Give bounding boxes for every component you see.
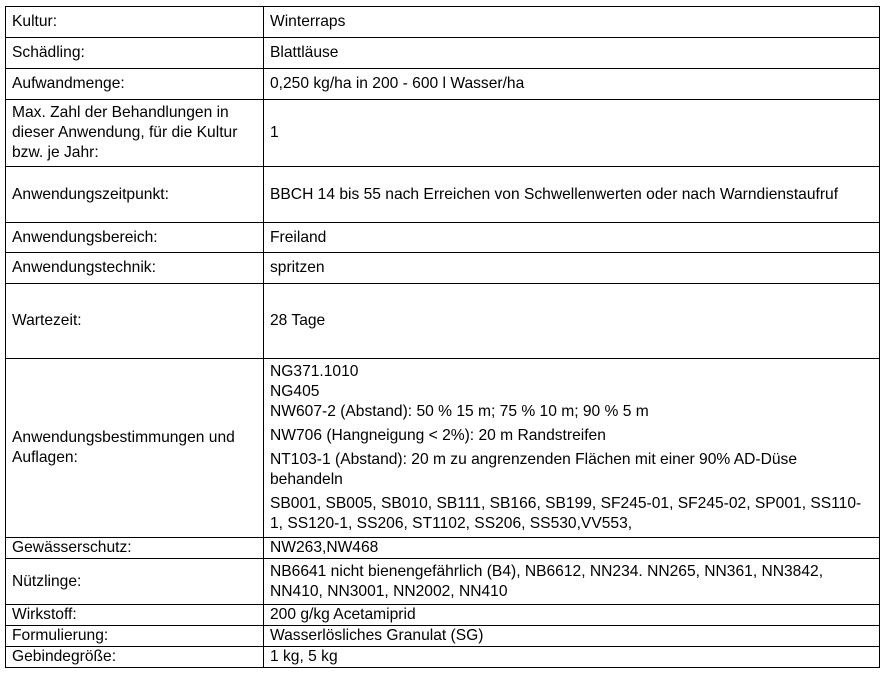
row-value-gebindegroesse: 1 kg, 5 kg: [264, 647, 880, 668]
row-label-anwendungszeitpunkt: Anwendungszeitpunkt:: [6, 167, 264, 223]
table-row: [6, 605, 880, 626]
row-label-schaedling: Schädling:: [6, 38, 264, 69]
table-row: [6, 100, 880, 167]
row-label-kultur: Kultur:: [6, 7, 264, 38]
table-row: [6, 253, 880, 284]
auflage-line: NT103-1 (Abstand): 20 m zu angrenzenden Flächen mit einer 90% AD-Düse behandeln: [270, 451, 797, 488]
row-value-kultur: Winterraps: [264, 7, 880, 38]
row-value-anwendungstechnik: spritzen: [264, 253, 880, 284]
table-row: [6, 69, 880, 100]
row-label-wartezeit: Wartezeit:: [6, 284, 264, 359]
row-label-anwendungsbereich: Anwendungsbereich:: [6, 223, 264, 253]
row-label-formulierung: Formulierung:: [6, 626, 264, 647]
table-row: [6, 284, 880, 359]
row-value-anwendungszeitpunkt: BBCH 14 bis 55 nach Erreichen von Schwellenwerten oder nach Warndienstaufruf: [264, 167, 880, 223]
row-label-gebindegroesse: Gebindegröße:: [6, 647, 264, 668]
row-label-anwendungstechnik: Anwendungstechnik:: [6, 253, 264, 284]
table-row: [6, 7, 880, 38]
auflage-line: NG371.1010: [270, 363, 359, 380]
table-row: [6, 647, 880, 668]
table-row: [6, 538, 880, 559]
row-label-wirkstoff: Wirkstoff:: [6, 605, 264, 626]
row-value-anwendungsbestimmungen: [264, 359, 880, 538]
table-row: [6, 223, 880, 253]
auflage-line: SB001, SB005, SB010, SB111, SB166, SB199, SF245-01, SF245-02, SP001, SS110-1, SS120-1, SS206, ST1102, SS206, SS530,VV553,: [270, 495, 862, 532]
row-label-max-behandlungen: Max. Zahl der Behandlungen in dieser Anwendung, für die Kultur bzw. je Jahr:: [6, 100, 264, 167]
table-row: [6, 167, 880, 223]
row-label-anwendungsbestimmungen: Anwendungsbestimmungen und Auflagen:: [6, 359, 264, 538]
auflage-line: NW607-2 (Abstand): 50 % 15 m; 75 % 10 m; 90 % 5 m: [270, 403, 649, 420]
product-spec-table: [5, 6, 880, 668]
row-value-nuetzlinge: NB6641 nicht bienengefährlich (B4), NB6612, NN234. NN265, NN361, NN3842, NN410, NN3001, NN2002, NN410: [264, 559, 880, 605]
row-label-aufwandmenge: Aufwandmenge:: [6, 69, 264, 100]
table-row: [6, 38, 880, 69]
row-value-schaedling: Blattläuse: [264, 38, 880, 69]
table-row: [6, 359, 880, 538]
row-value-wartezeit: 28 Tage: [264, 284, 880, 359]
row-value-wirkstoff: 200 g/kg Acetamiprid: [264, 605, 880, 626]
row-value-aufwandmenge: 0,250 kg/ha in 200 - 600 l Wasser/ha: [264, 69, 880, 100]
table-row: [6, 559, 880, 605]
row-value-max-behandlungen: 1: [264, 100, 880, 167]
row-value-gewaesserschutz: NW263,NW468: [264, 538, 880, 559]
table-row: [6, 626, 880, 647]
auflage-line: NW706 (Hangneigung < 2%): 20 m Randstreifen: [270, 427, 606, 444]
auflage-line: NG405: [270, 383, 320, 400]
row-label-gewaesserschutz: Gewässerschutz:: [6, 538, 264, 559]
row-label-nuetzlinge: Nützlinge:: [6, 559, 264, 605]
row-value-formulierung: Wasserlösliches Granulat (SG): [264, 626, 880, 647]
row-value-anwendungsbereich: Freiland: [264, 223, 880, 253]
